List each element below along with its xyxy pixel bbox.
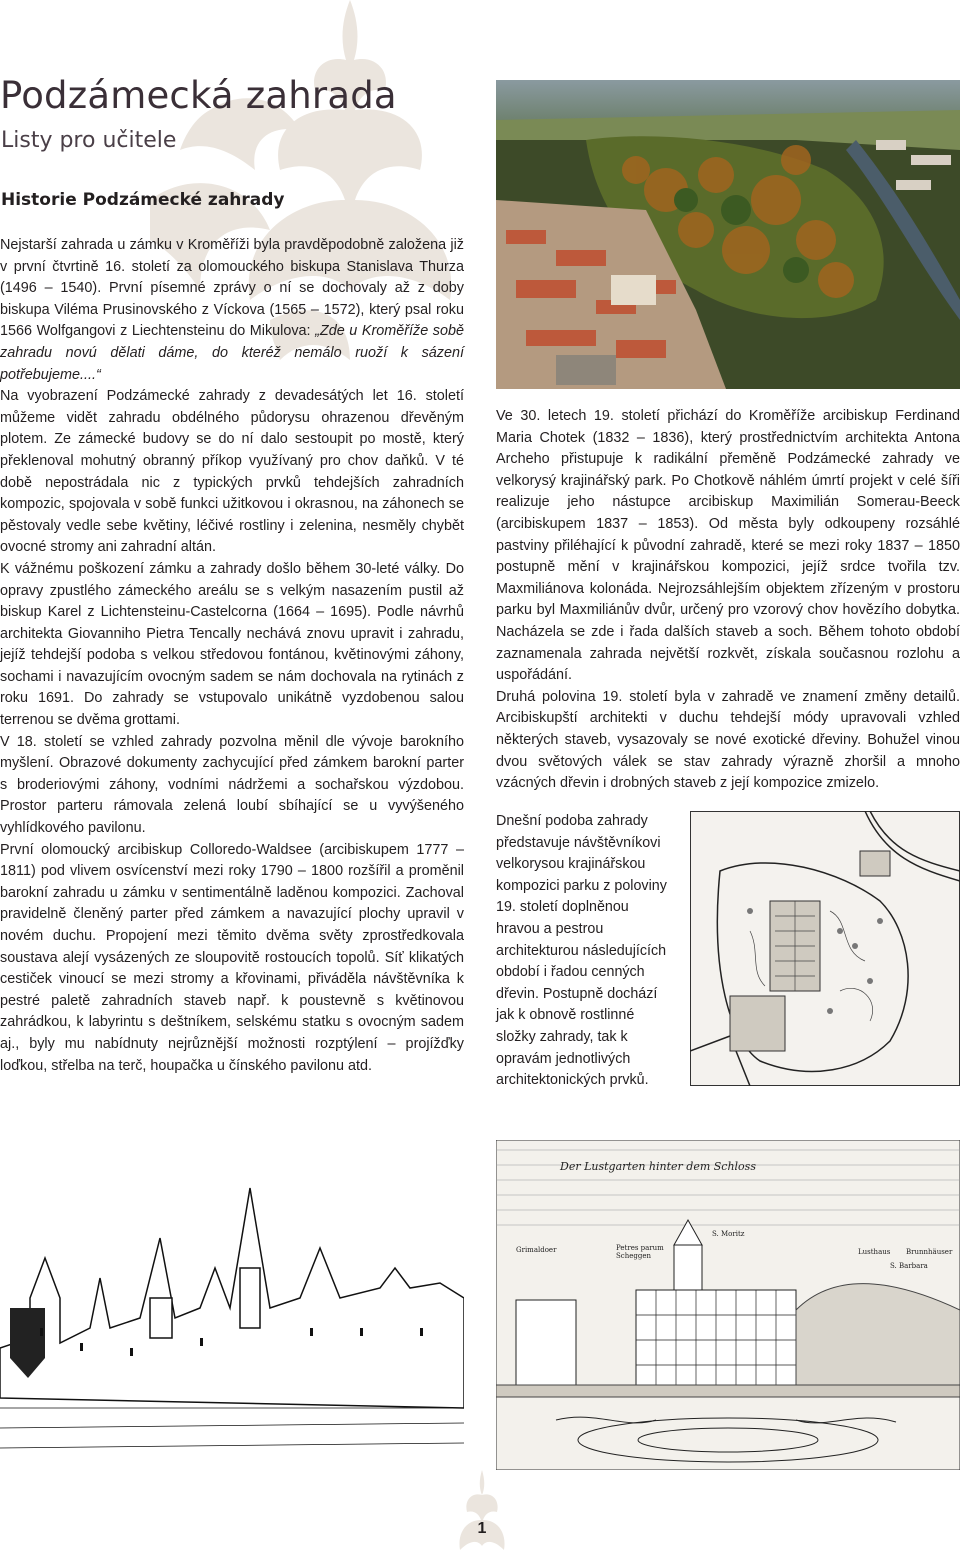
left-text-column bbox=[0, 235, 464, 1077]
baroque-engraving-image bbox=[496, 1140, 960, 1470]
engraving-label: S. Moritz bbox=[712, 1230, 745, 1238]
paragraph: Na vyobrazení Podzámecké zahrady z devadesátých let 16. století můžeme vidět zahradu obdélného půdorysu ohrazenou dřevěným plotem. Ze zámecké budovy se do ní dalo sestoupit po mostě, který překlenoval mohutný obranný příkop využívaný pro chov daňků. V té době nepostrádala nic z typických prvků tehdejších zahradních kompozic, spojovala v sobě funkci užitkovou i okrasnou, na záhonech se pěstovaly vedle sebe květiny, léčivé rostliny i zelenina, nesměly chybět ovocné stromy ani zahradní altán. bbox=[0, 388, 464, 556]
paragraph: K vážnému poškození zámku a zahrady došlo během 30-leté války. Do opravy zpustlého zámeckého areálu se s velkým nasazením pustil až biskup Karel z Lichtensteinu-Castelcorna (1664 – 1695). Podle návrhů architekta Giovanniho Pietra Tencally nechává znovu upravit i zahradu, jejíž tehdejší podoba s velkou středovou fontánou, květinovými záhony, sochami i navazujícím ovocným sadem se nám dochovala na rytinách z roku 1691. Do zahrady se vstupovalo unikátně vyzdobenou salou terrenou se dvěma grottami. bbox=[0, 560, 464, 729]
page-title: Podzámecká zahrada bbox=[0, 74, 397, 117]
paragraph-text: Nejstarší zahrada u zámku v Kroměříži byla pravděpodobně založena již v první čtvrtině 16. století za olomouckého biskupa Stanislava Thurza (1496 – 1540). První písemné zprávy o ní se dochovaly až z doby biskupa Viléma Prusinovského z Víckova (1565 – 1572), který psal roku 1566 Wolfgangovi z Liechtensteinu do Mikulova: bbox=[0, 237, 464, 340]
quote-text: „Zde u Kroměříže sobě zahradu novú dělati dáme, do kteréž nemálo ruoží k sázení potřebujeme....“ bbox=[0, 323, 464, 383]
paragraph: Dnešní podoba zahrady představuje návštěvníkovi velkorysou krajinářskou kompozici parku z poloviny 19. století doplněnou hravou a pestrou architekturou následujících období i řadou cenných dřevin. Postupně dochází jak k obnově rostlinné složky zahrady, tak k opravám jednotlivých architektonických prvků. bbox=[496, 813, 667, 1089]
woodcut-illustration-image bbox=[0, 1178, 464, 1470]
paragraph bbox=[0, 235, 464, 386]
engraving-label: Petres parum Scheggen bbox=[616, 1244, 664, 1260]
page-subtitle: Listy pro učitele bbox=[1, 128, 177, 153]
engraving-label: S. Barbara bbox=[890, 1262, 928, 1270]
section-heading: Historie Podzámecké zahrady bbox=[1, 190, 285, 210]
paragraph: Druhá polovina 19. století byla v zahradě ve znamení změny detailů. Arcibiskupští architekti v duchu tehdejší módy upravovali vzhled některých staveb, vysazovaly se nové exotické dřeviny. Bohužel vinou dvou světových válek se stav zahrady výrazně zhoršil a mnoho vzácných dřevin i drobných staveb z její kompozice zmizelo. bbox=[496, 688, 960, 792]
paragraph: Ve 30. letech 19. století přichází do Kroměříže arcibiskup Ferdinand Maria Chotek (1832 – 1836), který prostřednictvím architekta Antona Archeho přistupuje k radikální přeměně Podzámecké zahrady ve velkorysý krajinářský park. Po Chotkově náhlém úmrtí projekt v celé šíři realizuje jeho nástupce arcibiskup Maximilián Somerau-Beeck (arcibiskupem 1837 – 1853). Od města byly odkoupeny rozsáhlé pastviny přiléhající k původní zahradě, které se mezi roky 1837 – 1850 postupně mění v krajinářskou kompozici, jejíž srdce tvořila tzv. Maxmiliánova kolonáda. Nejrozsáhlejším objektem zřízeným v prostoru parku byl Maxmiliánův dvůr, určený pro vzorový chov hovězího dobytka. Nacházela se zde i řada dalších staveb a soch. Během tohoto období zaznamenala zahrada největší rozkvět, získala současnou rozlohu a uspořádání. bbox=[496, 408, 960, 684]
engraving-label: Grimaldoer bbox=[516, 1246, 557, 1254]
engraving-title: Der Lustgarten hinter dem Schloss bbox=[560, 1160, 756, 1173]
footer-ornament bbox=[452, 1470, 512, 1559]
aerial-photo-image bbox=[496, 80, 960, 389]
engraving-label: Lusthaus bbox=[858, 1248, 891, 1256]
side-text-column bbox=[496, 811, 676, 1092]
engraving-label: Brunnhäuser bbox=[906, 1248, 953, 1256]
page-number: 1 bbox=[477, 1520, 487, 1537]
paragraph: V 18. století se vzhled zahrady pozvolna měnil dle vývoje barokního myšlení. Obrazové dokumenty zachycující před zámkem barokní parter s broderiovými záhony, vodními nádržemi a sochařskou výzdobou. Prostor parteru rámovala zelená loubí sbíhající se u vyvýšeného vyhlídkového pavilonu. bbox=[0, 733, 464, 837]
historical-plan-image bbox=[690, 811, 960, 1086]
paragraph: První olomoucký arcibiskup Colloredo-Waldsee (arcibiskupem 1777 – 1811) pod vlivem osvícenství mezi roky 1790 – 1800 rozšířil a proměnil barokní zahradu u zámku v sentimentálně laděnou kompozici. Zachoval pravidelně členěný parter před zámkem a navazující plochy upravil v novém duchu. Propojení mezi těmito dvěma světy zprostředkovala soustava alejí vysázených ze sloupovitě rostoucích topolů. Síť klikatých cestiček vinoucí se mezi stromy a křovinami, přiváděla návštěvníka k pestré paletě zahradních staveb např. k poustevně s květinovou zahrádkou, k labyrintu s deštníkem, selskému statku s ovocným sadem aj., byly mu nabídnuty nejrůznější možnosti rozptýlení – projížďky loďkou, střelba na terč, houpačka u čínského pavilonu atd. bbox=[0, 841, 464, 1074]
right-text-column bbox=[496, 406, 960, 795]
